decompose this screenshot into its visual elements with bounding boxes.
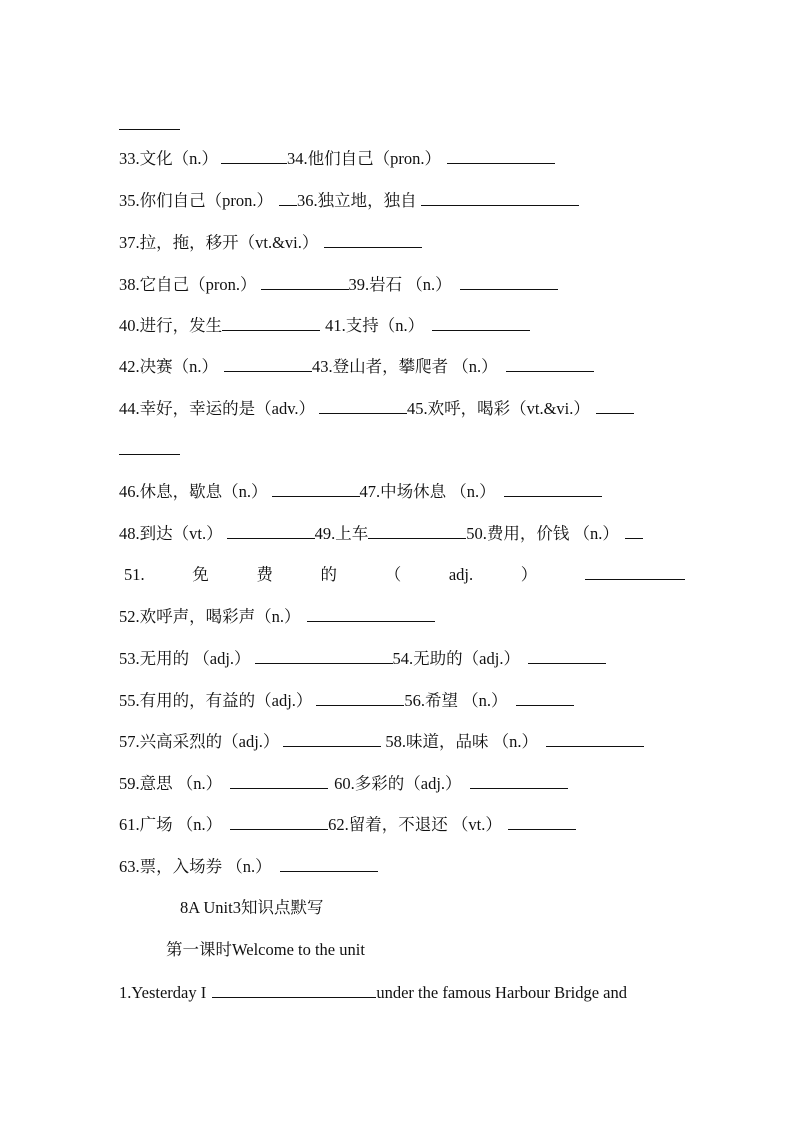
item-37-prompt: 37.拉，拖，移开（vt.&vi.） — [119, 233, 319, 252]
item-61-prompt: 61.广场 （n.） — [119, 815, 223, 834]
blank-52[interactable] — [307, 604, 435, 622]
blank-57[interactable] — [283, 729, 381, 747]
blank-34[interactable] — [447, 146, 555, 164]
blank-49[interactable] — [368, 521, 466, 539]
item-59-prompt: 59.意思 （n.） — [119, 774, 223, 793]
blank-53[interactable] — [255, 646, 393, 664]
item-51-open-paren: （ — [384, 565, 402, 584]
item-38-prompt: 38.它自己（pron.） — [119, 275, 257, 294]
blank-37[interactable] — [324, 230, 422, 248]
blank-46[interactable] — [272, 479, 360, 497]
item-49-prompt: 49.上车 — [314, 524, 369, 543]
item-53-prompt: 53.无用的 （adj.） — [119, 649, 251, 668]
item-38-39 — [119, 272, 558, 296]
sentence-1-end: under the famous Harbour Bridge and — [376, 983, 627, 1002]
sentence-1-start: 1.Yesterday I — [119, 983, 211, 1002]
item-33-34 — [119, 146, 555, 170]
section-title: 8A Unit3知识点默写 — [180, 898, 324, 917]
blank-54[interactable] — [528, 646, 606, 664]
item-62-prompt: 62.留着，不退还 （vt.） — [328, 815, 502, 834]
blank-47[interactable] — [504, 479, 602, 497]
blank-39[interactable] — [460, 272, 558, 290]
blank-36[interactable] — [421, 188, 579, 206]
item-51 — [124, 562, 685, 586]
blank-35[interactable] — [279, 188, 297, 206]
blank-51[interactable] — [585, 562, 685, 580]
blank-45-continued — [119, 437, 180, 455]
blank-42[interactable] — [224, 354, 312, 372]
item-53-54 — [119, 646, 606, 670]
item-46-prompt: 46.休息，歇息（n.） — [119, 482, 268, 501]
item-34-prompt: 34.他们自己（pron.） — [287, 149, 441, 168]
item-51-char-2: 费 — [256, 565, 273, 584]
item-36-prompt: 36.独立地，独自 — [297, 191, 417, 210]
blank-58[interactable] — [546, 729, 644, 747]
item-50-prompt: 50.费用，价钱 （n.） — [466, 524, 619, 543]
answer-blank-continued — [119, 112, 180, 136]
blank-50[interactable] — [625, 521, 643, 539]
blank-sentence-1[interactable] — [212, 980, 376, 998]
item-57-prompt: 57.兴高采烈的（adj.） — [119, 732, 280, 751]
item-45-continued — [119, 437, 180, 461]
item-52-prompt: 52.欢呼声，喝彩声（n.） — [119, 607, 301, 626]
item-40-41 — [119, 313, 530, 337]
sentence-1 — [119, 980, 627, 1004]
item-44-45 — [119, 396, 634, 420]
blank-63[interactable] — [280, 854, 378, 872]
item-60-prompt: 60.多彩的（adj.） — [334, 774, 462, 793]
blank-38[interactable] — [261, 272, 349, 290]
item-51-char-3: 的 — [320, 565, 338, 584]
item-43-prompt: 43.登山者，攀爬者 （n.） — [312, 357, 498, 376]
item-52 — [119, 604, 435, 628]
blank-41[interactable] — [432, 313, 530, 331]
blank-44[interactable] — [319, 396, 407, 414]
item-63 — [119, 854, 378, 878]
item-35-prompt: 35.你们自己（pron.） — [119, 191, 273, 210]
item-44-prompt: 44.幸好，幸运的是（adv.） — [119, 399, 316, 418]
item-59-60 — [119, 771, 568, 795]
item-61-62 — [119, 812, 576, 836]
item-42-43 — [119, 354, 594, 378]
item-41-prompt: 41.支持（n.） — [325, 316, 425, 335]
item-55-56 — [119, 688, 574, 712]
blank-59[interactable] — [230, 771, 328, 789]
item-51-pos: adj. — [448, 565, 474, 584]
item-51-number: 51. — [124, 565, 145, 584]
item-55-prompt: 55.有用的，有益的（adj.） — [119, 691, 313, 710]
item-46-47 — [119, 479, 602, 503]
blank-33[interactable] — [221, 146, 287, 164]
item-47-prompt: 47.中场休息 （n.） — [359, 482, 496, 501]
blank-43[interactable] — [506, 354, 594, 372]
item-37 — [119, 230, 422, 254]
blank-48[interactable] — [227, 521, 315, 539]
blank — [119, 112, 180, 130]
item-57-58 — [119, 729, 644, 753]
item-48-prompt: 48.到达（vt.） — [119, 524, 223, 543]
blank-40[interactable] — [222, 313, 320, 331]
blank-61[interactable] — [230, 812, 328, 830]
item-33-prompt: 33.文化（n.） — [119, 149, 218, 168]
item-48-50 — [119, 521, 643, 545]
item-39-prompt: 39.岩石 （n.） — [348, 275, 452, 294]
item-54-prompt: 54.无助的（adj.） — [392, 649, 520, 668]
item-35-36 — [119, 188, 579, 212]
item-51-close-paren: ） — [520, 565, 538, 584]
item-45-prompt: 45.欢呼，喝彩（vt.&vi.） — [407, 399, 590, 418]
item-58-prompt: 58.味道，品味 （n.） — [385, 732, 539, 751]
item-51-char-1: 免 — [192, 565, 209, 584]
blank-56[interactable] — [516, 688, 574, 706]
blank-45[interactable] — [596, 396, 634, 414]
blank-55[interactable] — [316, 688, 404, 706]
item-42-prompt: 42.决赛（n.） — [119, 357, 218, 376]
lesson-title: 第一课时Welcome to the unit — [166, 940, 365, 959]
blank-62[interactable] — [508, 812, 576, 830]
item-56-prompt: 56.希望 （n.） — [404, 691, 508, 710]
item-40-prompt: 40.进行，发生 — [119, 316, 223, 335]
item-63-prompt: 63.票，入场券 （n.） — [119, 857, 272, 876]
blank-60[interactable] — [470, 771, 568, 789]
